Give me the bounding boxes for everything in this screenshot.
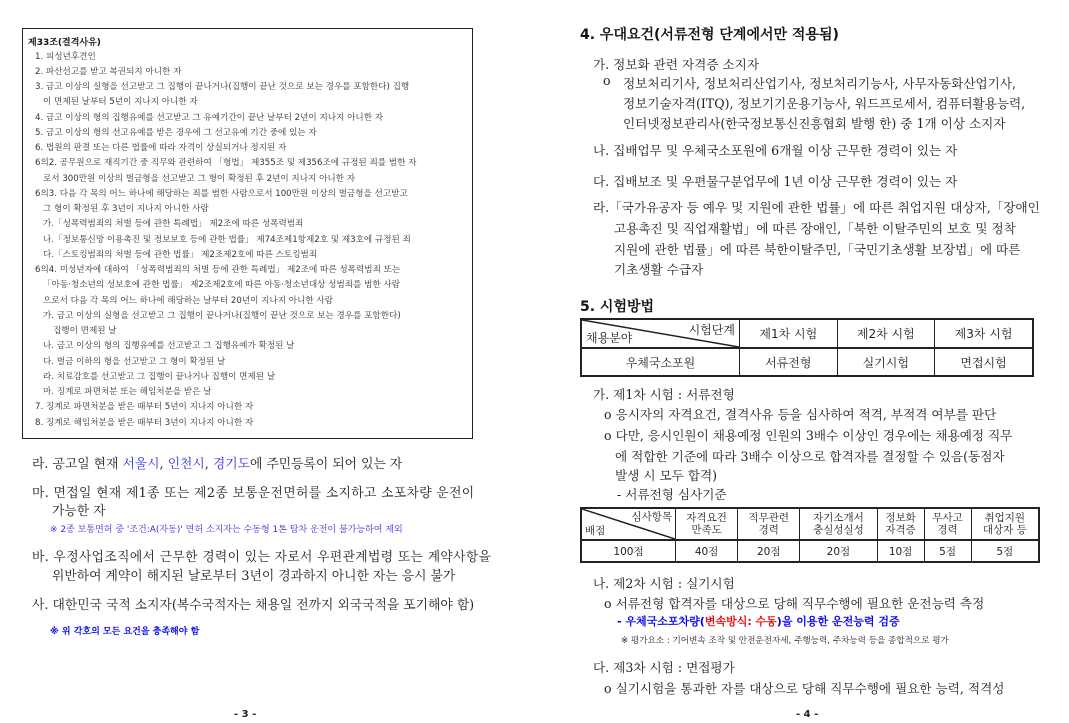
header-line: 대상자 등 (982, 524, 1027, 536)
header-cell (924, 508, 971, 540)
table-corner (581, 319, 740, 348)
exam-ga-b2-cont: 발생 시 모두 합격) (615, 468, 718, 483)
box-line: 8. 징계로 해임처분을 받은 때부터 3년이 지나지 아니한 자 (35, 418, 254, 428)
pref-ra-cont: 고용촉진 및 직업재활법」에 따른 장애인,「북한 이탈주민의 보호 및 정착 (614, 221, 1016, 236)
box-line: 2. 파산선고를 받고 복권되지 아니한 자 (35, 67, 182, 77)
cert-line: 정보기술자격(ITQ), 정보기기운용기능사, 워드프로세서, 컴퓨터활용능력, (623, 96, 1026, 111)
cell: 실기시험 (837, 348, 935, 376)
city-seoul: 서울시 (122, 457, 160, 472)
cell: 면접시험 (935, 348, 1033, 376)
box-line: 그 형이 확정된 후 3년이 지나지 아니한 사람 (43, 204, 209, 214)
header-cell (877, 508, 924, 540)
box-line: 으로서 다음 각 목의 어느 하나에 해당하는 날부터 20년이 지나지 아니한 사람 (43, 296, 334, 306)
exam-ga-b1: o 응시자의 자격요건, 결격사유 등을 심사하여 적격, 부적격 여부를 판단 (604, 407, 997, 422)
header-line: 자기소개서 (813, 512, 864, 524)
requirement-ma: 마. 면접일 현재 제1종 또는 제2종 보통운전면허를 소지하고 소포차량 운전이 (32, 486, 475, 501)
header-line: 직무관련 (748, 512, 789, 524)
header-line: 자격증 (885, 524, 916, 536)
section-4-title: 4. 우대요건(서류전형 단계에서만 적용됨) (580, 27, 839, 43)
pref-na: 나. 집배업무 및 우체국소포원에 6개월 이상 근무한 경력이 있는 자 (593, 143, 958, 158)
header-cell (800, 508, 877, 540)
box-line: 다.「스토킹범죄의 처벌 등에 관한 법률」 제2조제2호에 따른 스토킹범죄 (43, 250, 318, 260)
cert-line: 정보처리기사, 정보처리산업기사, 정보처리기능사, 사무자동화산업기사, (623, 76, 1016, 91)
section-5-title: 5. 시험방법 (580, 299, 655, 315)
box-line: 6. 법원의 판결 또는 다른 법률에 따라 자격이 상실되거나 정지된 자 (35, 143, 287, 153)
box-line: 나.「정보통신망 이용촉진 및 정보보호 등에 관한 법률」 제74조제1항제2호 및 제3호에 규정된 죄 (43, 235, 411, 245)
header-line: 만족도 (691, 524, 722, 536)
cell: 서류전형 (740, 348, 838, 376)
box-line: 「아동·청소년의 성보호에 관한 법률」 제2조제2호에 따른 아동·청소년대상 성범죄를 범한 사람 (43, 280, 401, 290)
corner-top: 심사항목 (631, 511, 672, 523)
page-number-4: - 4 - (796, 709, 819, 720)
header-line: 자격요건 (686, 512, 727, 524)
transmission-type: 변속방식: 수동 (704, 615, 777, 628)
requirement-ma-cont: 가능한 자 (52, 504, 106, 519)
pref-ga: 가. 정보화 관련 자격증 소지자 (593, 57, 760, 72)
header-cell: 제1차 시험 (740, 319, 838, 348)
header-cell (971, 508, 1039, 540)
header-line: 무사고 (932, 512, 963, 524)
requirement-ba-cont: 위반하여 계약이 해지된 날로부터 3년이 경과하지 아니한 자는 응시 불가 (52, 569, 456, 584)
box-line: 마. 징계로 파면처분 또는 해임처분을 받은 날 (43, 387, 212, 397)
box-line: 1. 피성년후견인 (35, 52, 96, 62)
score-cell: 10점 (877, 540, 924, 562)
box-line: 6의2. 공무원으로 재직기간 중 직무와 관련하여 「형법」 제355조 및 제356조에 규정된 죄를 범한 자 (35, 158, 417, 168)
exam-ga: 가. 제1차 시험 : 서류전형 (593, 387, 735, 402)
corner-bottom: 채용분야 (586, 331, 633, 345)
requirement-ba: 바. 우정사업조직에서 근무한 경력이 있는 자로서 우편관계법령 또는 계약사항을 (32, 550, 492, 565)
exam-ga-b2-cont: 에 적합한 기준에 따라 3배수 이상으로 합격자를 결정할 수 있음(동점자 (615, 449, 1005, 464)
score-cell: 40점 (676, 540, 738, 562)
license-note: ※ 2종 보통면허 중 '조건:A(자동)' 면허 소지자는 수동형 1톤 탑차 운전이 불가능하여 제외 (50, 525, 403, 535)
score-cell: 20점 (738, 540, 800, 562)
box-line: 라. 치료감호를 선고받고 그 집행이 끝나거나 집행이 면제된 날 (43, 372, 276, 382)
box-line: 5. 금고 이상의 형의 선고유예를 받은 경우에 그 선고유예 기간 중에 있는 자 (35, 128, 317, 138)
cert-line: 인터넷정보관리사(한국정보통신진흥협회 발행 한) 중 1개 이상 소지자 (623, 116, 1006, 131)
box-line: 3. 금고 이상의 실형을 선고받고 그 집행이 끝나거나(집행이 끝난 것으로 보는 경우를 포함한다) 집행 (35, 82, 410, 92)
exam-da-b1: o 실기시험을 통과한 자를 대상으로 당해 직무수행에 필요한 능력, 적격성 (604, 681, 1005, 696)
city-gyeonggi: 경기도 (212, 457, 251, 472)
pref-ra-cont: 기초생활 수급자 (614, 262, 704, 277)
requirement-sa: 사. 대한민국 국적 소지자(복수국적자는 채용일 전까지 외국국적을 포기해야 함) (32, 598, 475, 613)
corner-top: 시험단계 (688, 323, 735, 337)
box-line: 가.「성폭력범죄의 처벌 등에 관한 특례법」 제2조에 따른 성폭력범죄 (43, 219, 304, 229)
box-line: 7. 징계로 파면처분을 받은 때부터 5년이 지나지 아니한 자 (35, 402, 254, 412)
exam-ga-b2: o 다만, 응시인원이 채용예정 인원의 3배수 이상인 경우에는 채용예정 직무 (604, 428, 1013, 443)
score-cell: 5점 (971, 540, 1039, 562)
header-line: 충실성실성 (813, 524, 864, 536)
corner-bottom: 배점 (585, 525, 606, 537)
evaluation-note: ※ 평가요소 : 기어변속 조작 및 안전운전자세, 주행능력, 주차능력 등을 종합적으로 평가 (621, 636, 949, 646)
header-cell: 제2차 시험 (837, 319, 935, 348)
box-line: 6의4. 미성년자에 대하여 「성폭력범죄의 처벌 등에 관한 특례법」 제2조에 따른 성폭력범죄 또는 (35, 265, 401, 275)
vehicle-text: - 우체국소포차량( (617, 615, 705, 628)
header-cell (676, 508, 738, 540)
box-line: 로서 300만원 이상의 벌금형을 선고받고 그 형이 확정된 후 2년이 지나지 아니한 자 (43, 174, 356, 184)
screening-criteria-table (580, 507, 1040, 563)
header-line: 경력 (758, 524, 779, 536)
pref-ra: 라.「국가유공자 등 예우 및 지원에 관한 법률」에 따른 취업지원 대상자,「장애인 (593, 200, 1040, 215)
sep: , (204, 457, 213, 472)
header-cell (738, 508, 800, 540)
score-cell: 5점 (924, 540, 971, 562)
exam-na-b2 (617, 613, 900, 629)
disqualification-box (22, 28, 473, 439)
box-line: 가. 금고 이상의 실형을 선고받고 그 집행이 끝나거나(집행이 끝난 것으로 보는 경우를 포함한다) (43, 311, 401, 321)
exam-stage-table (580, 318, 1034, 377)
header-line: 취업지원 (984, 512, 1026, 524)
cell: 우체국소포원 (581, 348, 740, 376)
box-title: 제33조(결격사유) (28, 38, 101, 48)
requirement-ra (32, 453, 402, 472)
ra-suffix: 에 주민등록이 되어 있는 자 (250, 457, 403, 472)
box-line: 6의3. 다음 각 목의 어느 하나에 해당하는 죄를 범한 사람으로서 100만원 이상의 벌금형을 선고받고 (35, 189, 408, 199)
box-line: 다. 벌금 이하의 형을 선고받고 그 형이 확정된 날 (43, 357, 226, 367)
sep: , (159, 457, 168, 472)
exam-na-b1: o 서류전형 합격자를 대상으로 당해 직무수행에 필요한 운전능력 측정 (604, 596, 985, 611)
header-line: 정보화 (885, 512, 916, 524)
box-line: 집행이 면제된 날 (53, 326, 117, 336)
header-cell: 제3차 시험 (935, 319, 1033, 348)
pref-ra-cont: 지원에 관한 법률」에 따른 북한이탈주민,「국민기초생활 보장법」에 따른 (614, 242, 1021, 257)
exam-na: 나. 제2차 시험 : 실기시험 (593, 576, 735, 591)
vehicle-text-suffix: )을 이용한 운전능력 검증 (776, 615, 900, 628)
pref-da: 다. 집배보조 및 우편물구분업무에 1년 이상 근무한 경력이 있는 자 (593, 174, 958, 189)
table-corner (581, 508, 676, 540)
all-requirements-note: ※ 위 각호의 모든 요건을 충족해야 함 (50, 627, 200, 637)
bullet: o (603, 73, 611, 88)
page-number-3: - 3 - (234, 709, 257, 720)
box-line: 4. 금고 이상의 형의 집행유예를 선고받고 그 유예기간이 끝난 날부터 2년이 지나지 아니한 자 (35, 113, 384, 123)
ra-prefix: 라. 공고일 현재 (32, 457, 123, 472)
criteria-label: - 서류전형 심사기준 (617, 487, 727, 502)
exam-da: 다. 제3차 시험 : 면접평가 (593, 660, 735, 675)
score-cell: 100점 (581, 540, 676, 562)
box-line: 나. 금고 이상의 형의 집행유예를 선고받고 그 집행유예가 확정된 날 (43, 341, 295, 351)
score-cell: 20점 (800, 540, 877, 562)
city-incheon: 인천시 (167, 457, 205, 472)
box-line: 이 면제된 날부터 5년이 지나지 아니한 자 (43, 97, 198, 107)
header-line: 경력 (937, 524, 958, 536)
